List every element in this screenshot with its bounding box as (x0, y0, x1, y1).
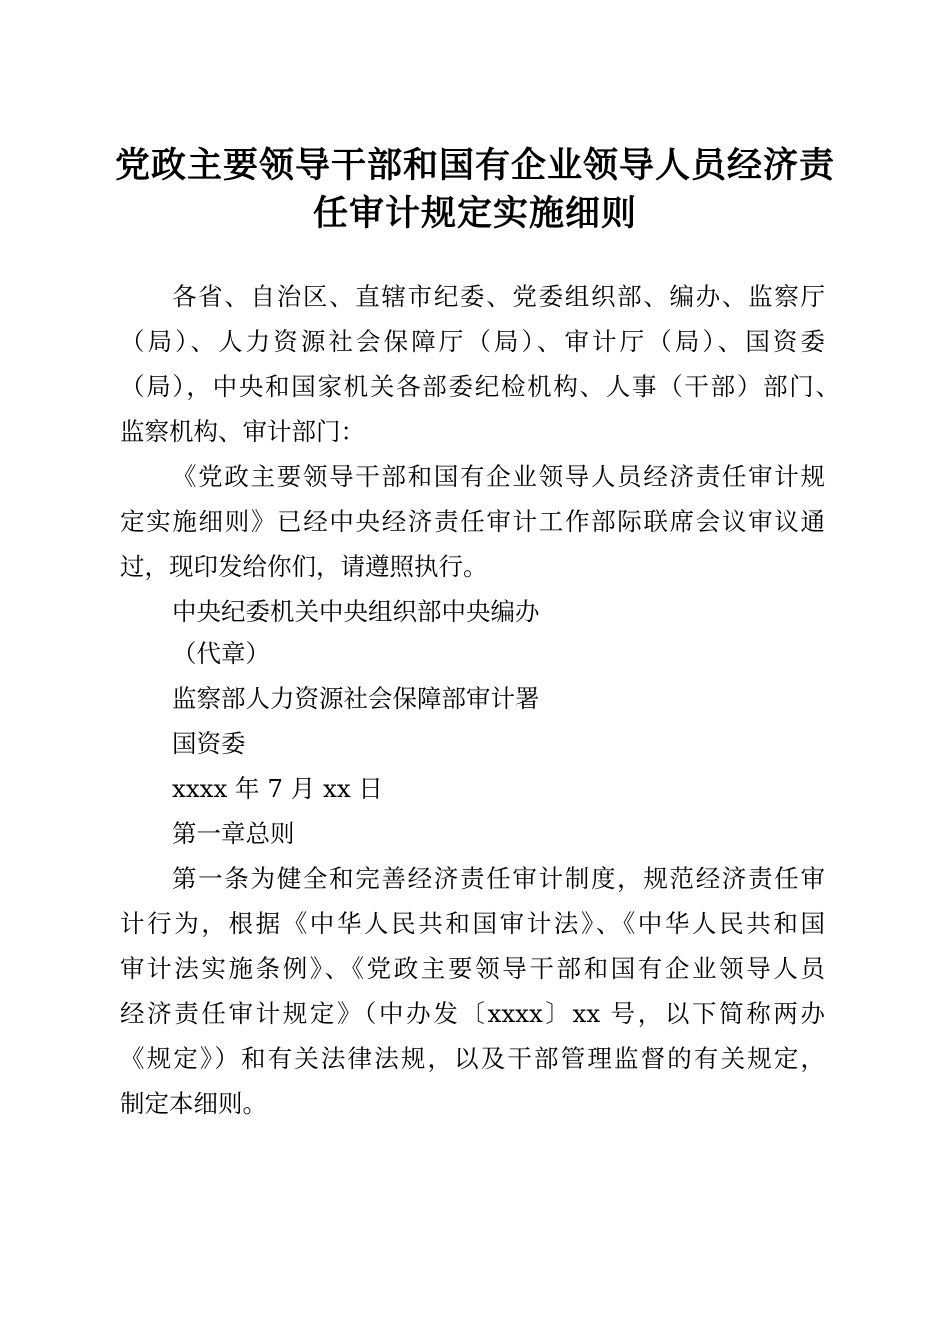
issue-date: xxxx 年 7 月 xx 日 (172, 774, 383, 803)
document-title-line-2: 任审计规定实施细则 (312, 193, 637, 234)
addressees-line-1: 各省、自治区、直辖市纪委、党委组织部、编办、监察厅 (172, 282, 825, 311)
notice-line-2: 定实施细则》已经中央经济责任审计工作部际联席会议审议通 (120, 507, 825, 536)
issuer-line-3: 监察部人力资源社会保障部审计署 (172, 684, 540, 713)
issuer-line-1: 中央纪委机关中央组织部中央编办 (172, 597, 540, 626)
issuer-line-2: （代章） (172, 639, 270, 668)
addressees-line-4: 监察机构、审计部门： (120, 417, 365, 446)
article1-line-2: 计行为，根据《中华人民共和国审计法》、《中华人民共和国 (120, 909, 825, 938)
document-title-line-1: 党政主要领导干部和国有企业领导人员经济责 (114, 145, 835, 186)
issuer-line-4: 国资委 (172, 729, 246, 758)
notice-line-3: 过，现印发给你们，请遵照执行。 (120, 552, 488, 581)
article1-line-4: 经济责任审计规定》（中办发〔xxxx〕xx 号，以下简称两办 (120, 999, 825, 1028)
article1-line-3: 审计法实施条例》、《党政主要领导干部和国有企业领导人员 (120, 954, 825, 983)
addressees-line-3: （局），中央和国家机关各部委纪检机构、人事（干部）部门、 (120, 372, 840, 401)
chapter-heading: 第一章总则 (172, 819, 295, 848)
article1-line-5: 《规定》）和有关法律法规，以及干部管理监督的有关规定， (120, 1044, 825, 1073)
article1-line-1: 第一条为健全和完善经济责任审计制度，规范经济责任审 (172, 864, 825, 893)
addressees-line-2: （局）、人力资源社会保障厅（局）、审计厅（局）、国资委 (120, 327, 825, 356)
article1-line-6: 制定本细则。 (120, 1089, 267, 1118)
notice-line-1: 《党政主要领导干部和国有企业领导人员经济责任审计规 (172, 462, 825, 491)
